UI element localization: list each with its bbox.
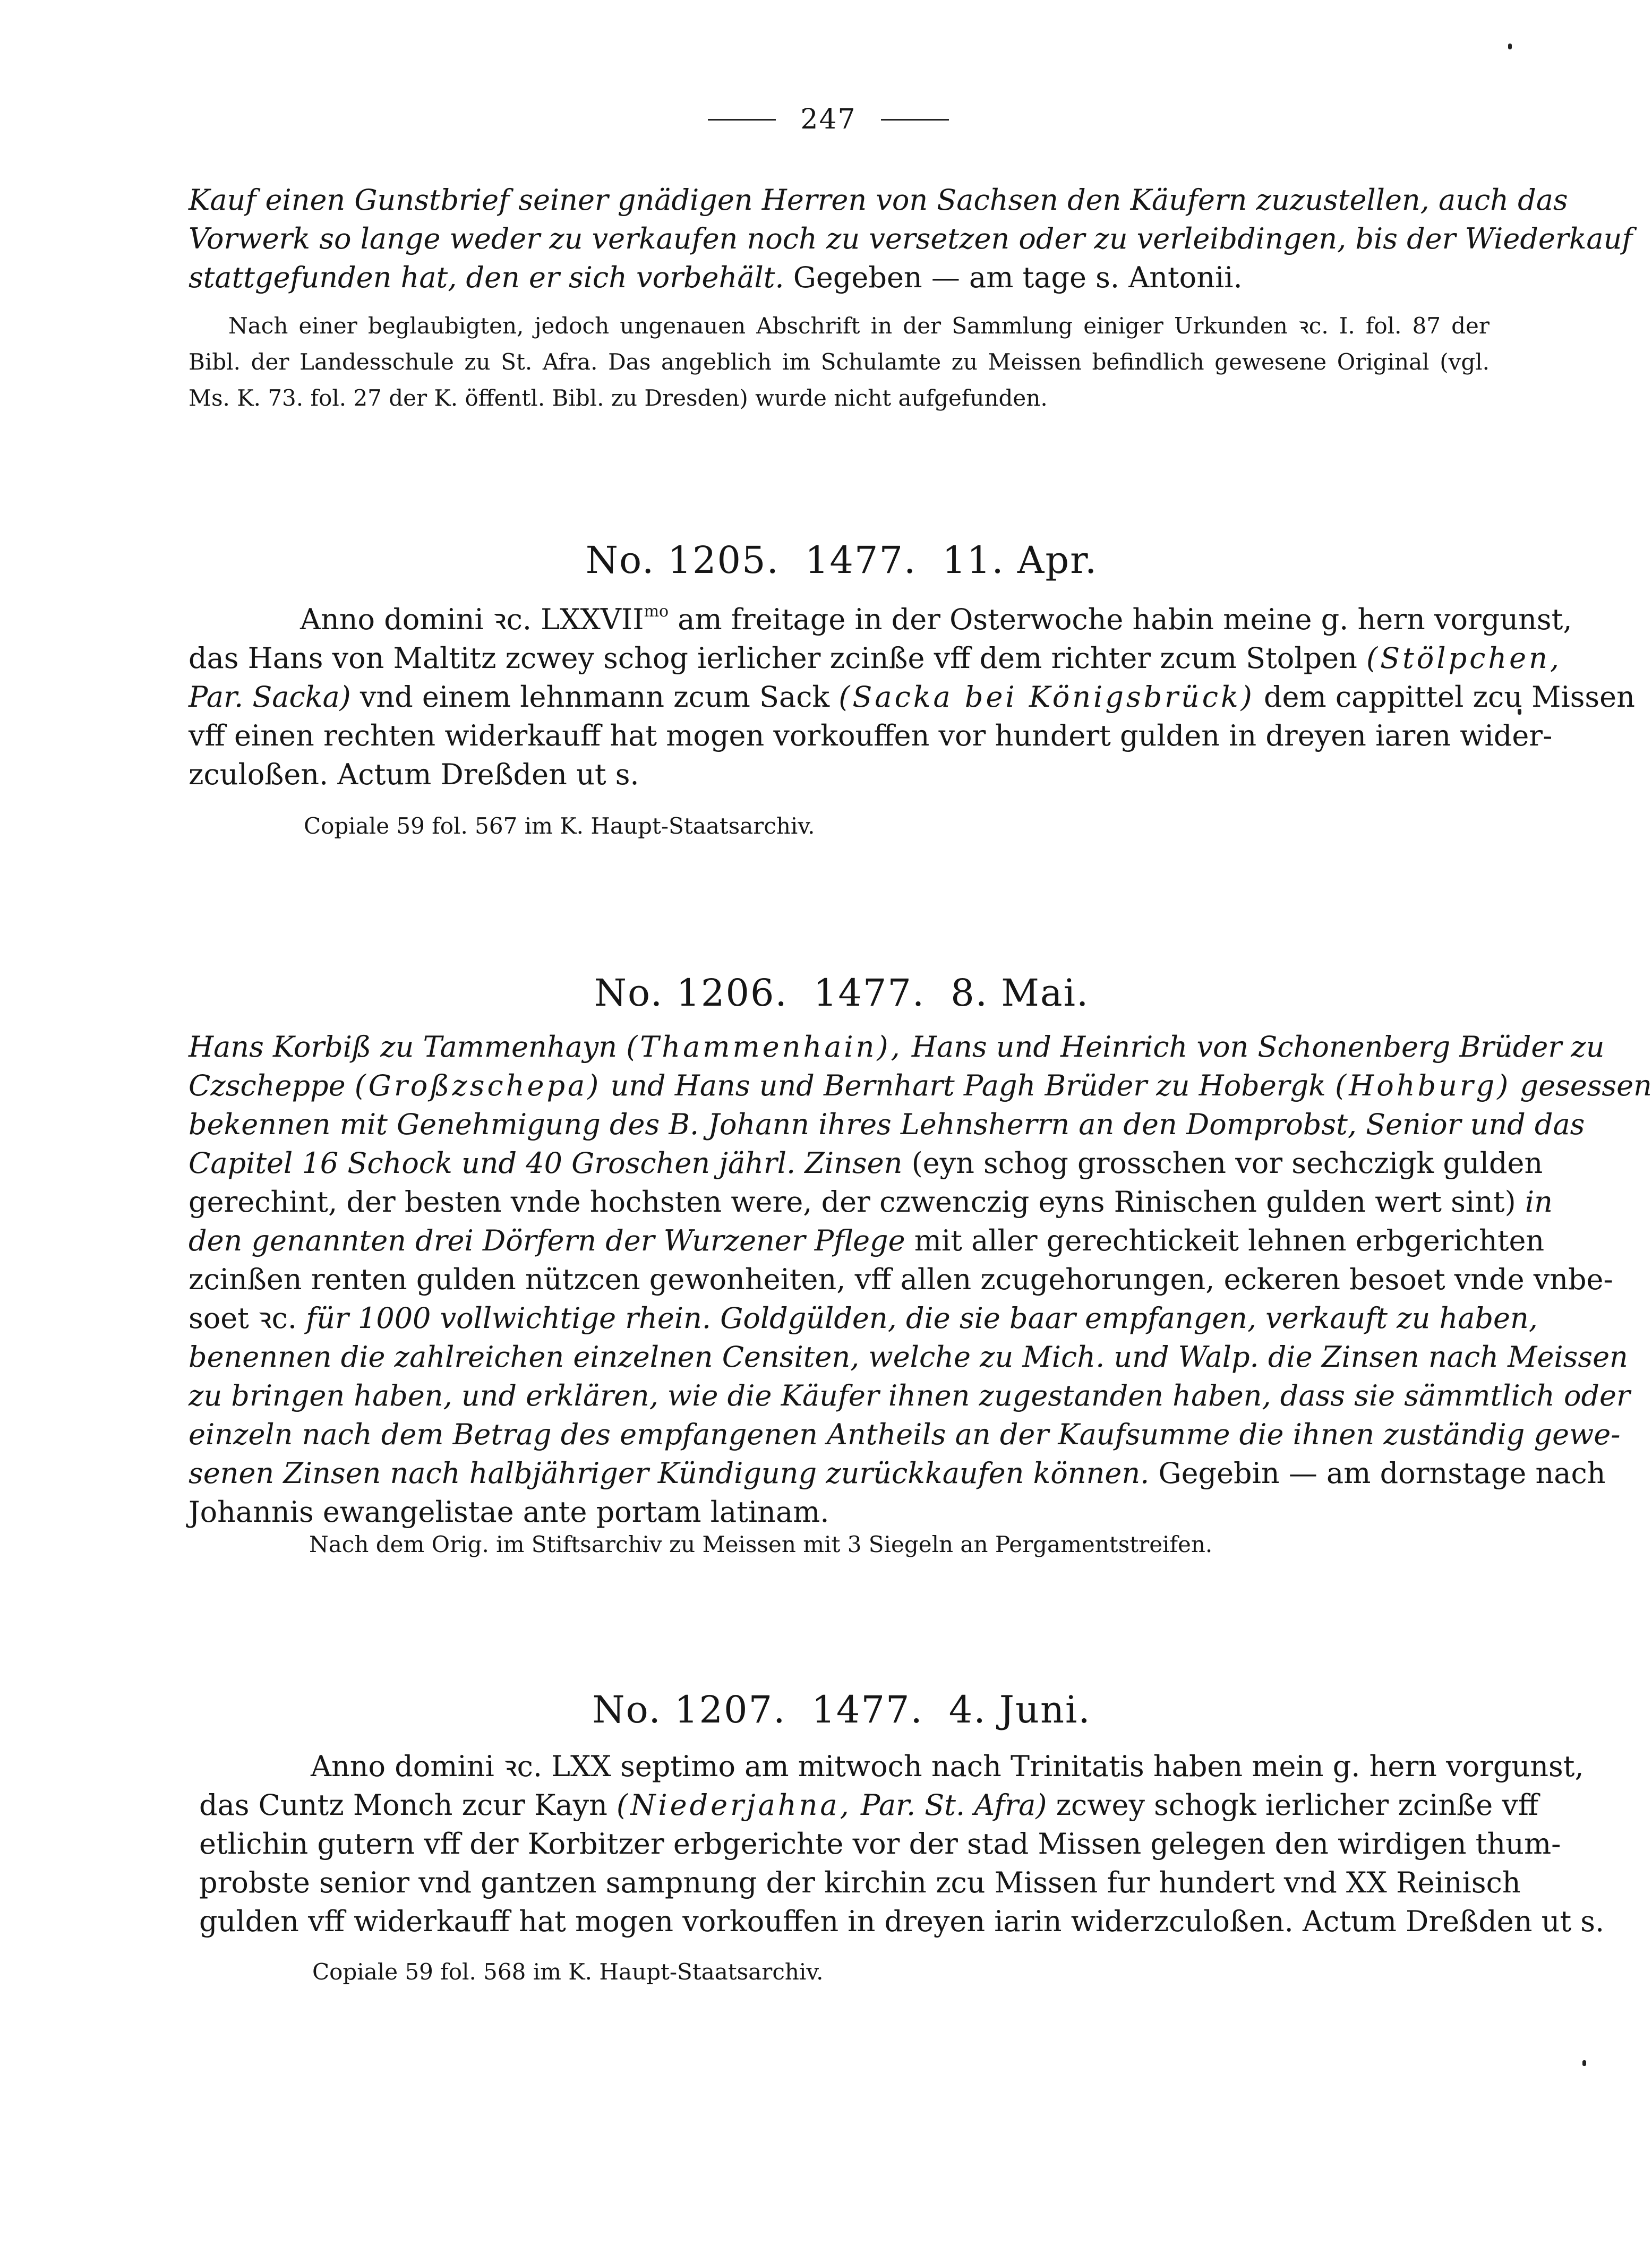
place-name: (Sacka bei Königsbrück)	[838, 680, 1255, 714]
text-span: Czscheppe	[189, 1069, 346, 1102]
entry-heading	[189, 1686, 1495, 1734]
page-number: 247	[800, 104, 857, 135]
text-line: Johannis ewangelistae ante portam latinam.	[189, 1495, 829, 1529]
text-line	[189, 1144, 1543, 1182]
text-span: soet ꝛc.	[189, 1301, 297, 1335]
text-span: am freitage in der Osterwoche habin meine g. hern vorgunst,	[678, 603, 1572, 636]
text-span: Hans Korbiß zu Tammenhayn	[189, 1030, 618, 1064]
text-line: vff einen rechten widerkauff hat mogen vorkouffen vor hundert gulden in dreyen iaren wider-	[189, 719, 1553, 752]
place-name: (Stölpchen,	[1366, 641, 1562, 675]
scan-speck	[1508, 44, 1512, 49]
entry-year: 1477.	[813, 971, 926, 1015]
entry-heading	[189, 969, 1495, 1017]
source-note	[189, 308, 1490, 416]
text-span: Hans und Heinrich von Schonenberg Brüder zu	[911, 1030, 1605, 1064]
source-note	[304, 808, 1610, 844]
text-span: mit aller gerechtickeit lehnen erbgerichten	[914, 1224, 1545, 1257]
text-span: zcwey schogk ierlicher zcinße vff	[1056, 1788, 1539, 1822]
place-name: (Großzschepa)	[354, 1069, 602, 1102]
entry-date: 4. Juni.	[948, 1688, 1091, 1732]
entry-number: No. 1207.	[592, 1688, 786, 1732]
entry-1205-text	[189, 600, 1635, 794]
text-span: Par. St. Afra)	[860, 1788, 1047, 1822]
note-line: Copiale 59 fol. 567 im K. Haupt-Staatsarchiv.	[304, 813, 815, 839]
text-line: Vorwerk so lange weder zu verkaufen noch zu versetzen oder zu verleibdingen, bis der Wiederkauf	[189, 222, 1633, 255]
text-line	[189, 1221, 1545, 1260]
text-line: benennen die zahlreichen einzelnen Censiten, welche zu Mich. und Walp. die Zinsen nach Meissen	[189, 1340, 1628, 1374]
entry-1206-text	[189, 1027, 1652, 1531]
text-span: den genannten drei Dörfern der Wurzener Pflege	[189, 1224, 905, 1257]
text-span: (eyn schog grosschen vor sechczigk gulden	[911, 1146, 1543, 1180]
text-line: Anno domini ꝛc. LXX septimo am mitwoch nach Trinitatis haben mein g. hern vorgunst,	[311, 1750, 1584, 1783]
entry-number: No. 1205.	[585, 538, 780, 582]
note-line: Bibl. der Landesschule zu St. Afra. Das angeblich im Schulamte zu Meissen befindlich gewesene Original (vgl.	[189, 349, 1490, 375]
note-line: Copiale 59 fol. 568 im K. Haupt-Staatsarchiv.	[312, 1959, 824, 1985]
place-name: (Hohburg)	[1335, 1069, 1511, 1102]
entry-date: 11. Apr.	[942, 538, 1098, 582]
text-span: Gegebin — am dornstage nach	[1158, 1456, 1606, 1490]
text-span: Capitel 16 Schock und 40 Groschen jährl. Zinsen	[189, 1146, 903, 1180]
entry-1207-text	[199, 1747, 1605, 1941]
text-line	[189, 1066, 1652, 1105]
text-line	[189, 600, 1572, 639]
entry-year: 1477.	[804, 538, 917, 582]
text-line: probste senior vnd gantzen sampnung der kirchin zcu Missen fur hundert vnd XX Reinisch	[199, 1866, 1521, 1899]
text-line: zculoßen. Actum Dreßden ut s.	[189, 758, 639, 791]
text-line	[199, 1786, 1539, 1824]
text-span: vnd einem lehnmann zcum Sack	[359, 680, 830, 714]
text-span: das Hans von Maltitz zcwey schog ierlicher zcinße vff dem richter zcum Stolpen	[189, 641, 1357, 675]
header-rule-left	[708, 119, 776, 121]
text-line: zu bringen haben, und erklären, wie die Käufer ihnen zugestanden haben, dass sie sämmtlich oder	[189, 1379, 1630, 1412]
note-line: Nach einer beglaubigten, jedoch ungenauen Abschrift in der Sammlung einiger Urkunden ꝛc. I. fol. 87 der	[228, 313, 1490, 339]
header-rule-right	[881, 119, 949, 121]
intro-paragraph	[189, 181, 1633, 297]
note-line: Nach dem Orig. im Stiftsarchiv zu Meissen mit 3 Siegeln an Pergamentstreifen.	[309, 1531, 1213, 1557]
superscript: mo	[644, 602, 669, 621]
text-span: gesessen	[1520, 1069, 1652, 1102]
text-line: etlichin gutern vff der Korbitzer erbgerichte vor der stad Missen gelegen den wirdigen thum-	[199, 1827, 1561, 1861]
page-header	[690, 104, 966, 135]
text-span: und Hans und Bernhart Pagh Brüder zu Hobergk	[610, 1069, 1326, 1102]
source-note	[309, 1527, 1615, 1563]
text-line	[189, 1454, 1606, 1493]
text-line: einzeln nach dem Betrag des empfangenen Antheils an der Kaufsumme die ihnen zuständig gewe-	[189, 1418, 1621, 1451]
text-line	[189, 1182, 1553, 1221]
entry-heading	[189, 536, 1495, 584]
text-line	[189, 1299, 1538, 1338]
text-span: das Cuntz Monch zcur Kayn	[199, 1788, 607, 1822]
text-line: Kauf einen Gunstbrief seiner gnädigen Herren von Sachsen den Käufern zuzustellen, auch das	[189, 183, 1568, 217]
text-span: Anno domini ꝛc. LXXVII	[300, 603, 644, 636]
text-line: gulden vff widerkauff hat mogen vorkouffen in dreyen iarin widerzculoßen. Actum Dreßden ut s.	[199, 1905, 1605, 1938]
entry-date: 8. Mai.	[951, 971, 1090, 1015]
text-line	[189, 678, 1635, 716]
text-line	[189, 1027, 1605, 1066]
text-span: gerechint, der besten vnde hochsten were, der czwenczig eyns Rinischen gulden wert sint)	[189, 1185, 1516, 1219]
text-line: bekennen mit Genehmigung des B. Johann ihres Lehnsherrn an den Domprobst, Senior und das	[189, 1108, 1585, 1141]
text-span: Par. Sacka)	[189, 680, 351, 714]
text-span: in	[1525, 1185, 1553, 1219]
text-line: zcinßen renten gulden nützcen gewonheiten, vff allen zcugehorungen, eckeren besoet vnde vnbe-	[189, 1263, 1613, 1296]
text-line	[189, 639, 1562, 678]
text-span: dem cappittel zcu Missen	[1263, 680, 1635, 714]
entry-year: 1477.	[811, 1688, 923, 1732]
text-span: senen Zinsen nach halbjähriger Kündigung zurückkaufen können.	[189, 1456, 1150, 1490]
place-name: (Niederjahna,	[617, 1788, 852, 1822]
place-name: (Thammenhain),	[626, 1030, 903, 1064]
source-note	[312, 1954, 1619, 1990]
entry-number: No. 1206.	[594, 971, 788, 1015]
scan-speck	[1582, 2060, 1586, 2066]
text-span: Gegeben — am tage s. Antonii.	[793, 261, 1243, 294]
text-span: stattgefunden hat, den er sich vorbehält.	[189, 261, 784, 294]
text-span: für 1000 vollwichtige rhein. Goldgülden, die sie baar empfangen, verkauft zu haben,	[306, 1301, 1538, 1335]
text-line	[189, 258, 1495, 297]
note-line: Ms. K. 73. fol. 27 der K. öffentl. Bibl. zu Dresden) wurde nicht aufgefunden.	[189, 385, 1048, 411]
